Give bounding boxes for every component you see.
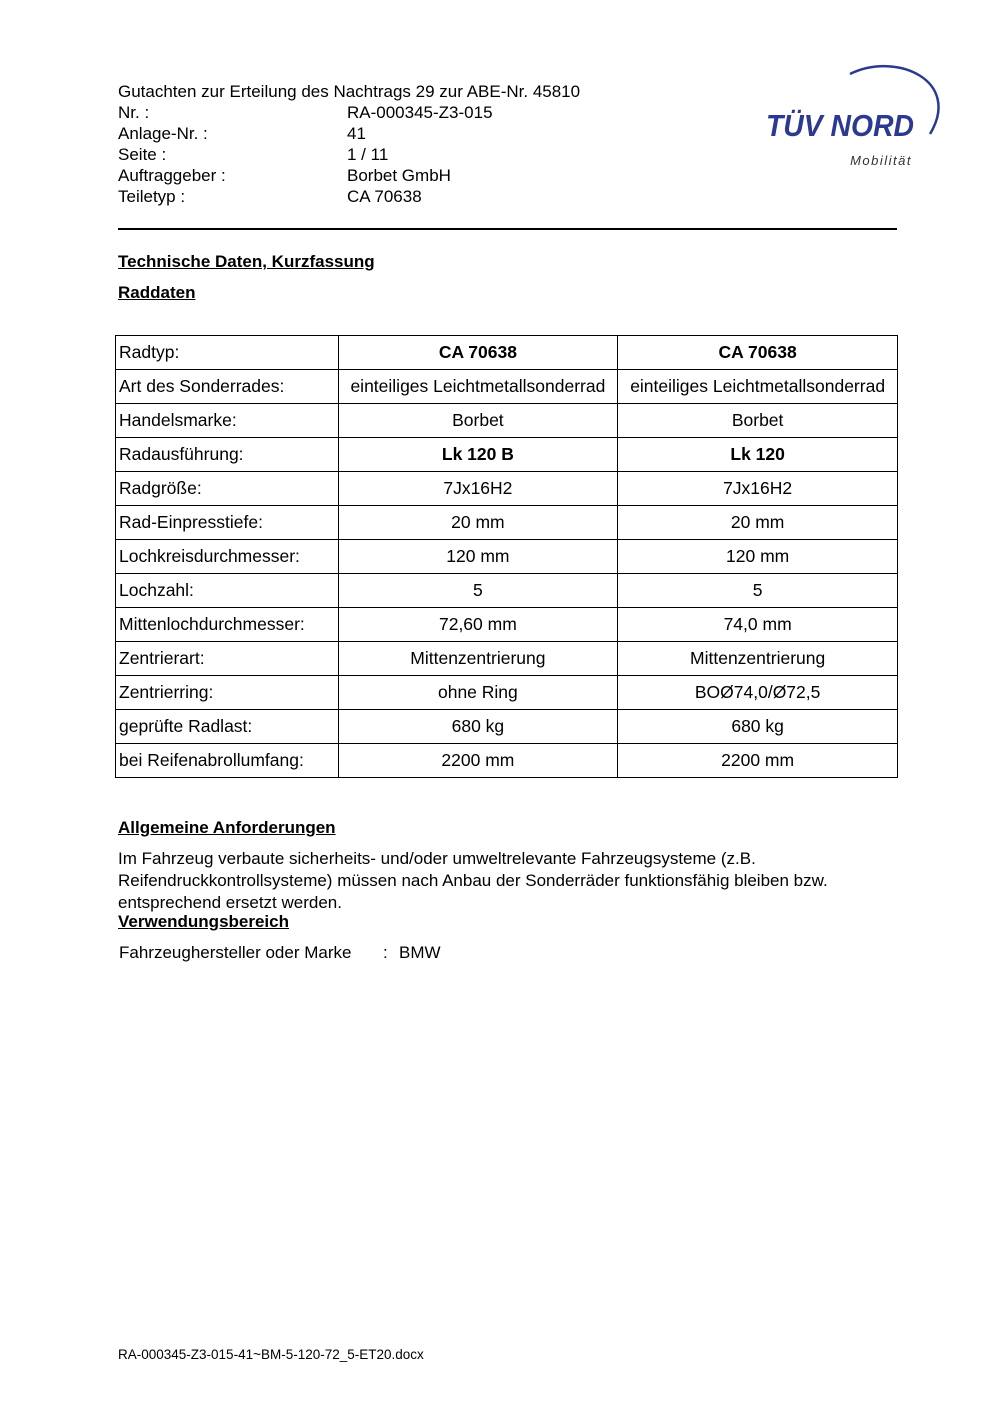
table-row [116, 370, 898, 404]
header-row [118, 144, 580, 165]
header-row-label: Seite : [118, 145, 167, 164]
document-header [118, 81, 580, 207]
header-divider [118, 228, 897, 230]
header-row-label: Teiletyp : [118, 187, 186, 206]
header-row-value: CA 70638 [347, 187, 422, 206]
table-cell-label: Radausführung: [116, 438, 339, 472]
table-row [116, 676, 898, 710]
logo-sub: Mobilität [850, 153, 912, 168]
table-row [116, 336, 898, 370]
table-row [116, 506, 898, 540]
table-cell-value-2: einteiliges Leichtmetallsonderrad [618, 370, 898, 404]
table-cell-label: Radgröße: [116, 472, 339, 506]
table-cell-value-1: CA 70638 [338, 336, 618, 370]
table-cell-value-1: einteiliges Leichtmetallsonderrad [338, 370, 618, 404]
table-row [116, 472, 898, 506]
table-cell-value-2: 7Jx16H2 [618, 472, 898, 506]
table-cell-label: Art des Sonderrades: [116, 370, 339, 404]
table-cell-label: geprüfte Radlast: [116, 710, 339, 744]
table-cell-value-1: 120 mm [338, 540, 618, 574]
table-cell-label: Lochkreisdurchmesser: [116, 540, 339, 574]
header-row-value: 1 / 11 [347, 145, 389, 164]
table-cell-value-2: 2200 mm [618, 744, 898, 778]
table-cell-value-1: 5 [338, 574, 618, 608]
section-heading-allgemeine-anforderungen: Allgemeine Anforderungen [118, 818, 336, 837]
vehicle-manufacturer-separator: : [383, 943, 388, 962]
table-cell-value-1: 680 kg [338, 710, 618, 744]
table-cell-value-2: CA 70638 [618, 336, 898, 370]
table-row [116, 404, 898, 438]
table-row [116, 710, 898, 744]
header-row [118, 123, 580, 144]
table-row [116, 608, 898, 642]
table-cell-value-2: Mittenzentrierung [618, 642, 898, 676]
section-heading-verwendungsbereich: Verwendungsbereich [118, 912, 289, 931]
table-cell-label: Mittenlochdurchmesser: [116, 608, 339, 642]
table-cell-value-2: 680 kg [618, 710, 898, 744]
header-row-label: Anlage-Nr. : [118, 124, 208, 143]
vehicle-manufacturer-row [119, 943, 441, 963]
section-heading-technische-daten: Technische Daten, Kurzfassung [118, 252, 375, 271]
table-cell-value-1: Lk 120 B [338, 438, 618, 472]
header-row [118, 102, 580, 123]
footer-filename: RA-000345-Z3-015-41~BM-5-120-72_5-ET20.docx [118, 1347, 424, 1362]
header-row-value: RA-000345-Z3-015 [347, 103, 493, 122]
header-row [118, 165, 580, 186]
table-cell-value-1: 7Jx16H2 [338, 472, 618, 506]
vehicle-manufacturer-value: BMW [399, 943, 441, 962]
table-cell-value-2: BOØ74,0/Ø72,5 [618, 676, 898, 710]
table-cell-value-2: Lk 120 [618, 438, 898, 472]
document-title: Gutachten zur Erteilung des Nachtrags 29 zur ABE-Nr. 45810 [118, 82, 581, 101]
table-cell-value-1: 2200 mm [338, 744, 618, 778]
table-row [116, 540, 898, 574]
table-row [116, 744, 898, 778]
header-row-value: Borbet GmbH [347, 166, 451, 185]
table-cell-value-2: 20 mm [618, 506, 898, 540]
table-cell-value-1: Borbet [338, 404, 618, 438]
table-cell-label: Zentrierart: [116, 642, 339, 676]
table-cell-label: Lochzahl: [116, 574, 339, 608]
table-cell-value-2: Borbet [618, 404, 898, 438]
table-cell-label: Handelsmarke: [116, 404, 339, 438]
table-cell-value-1: Mittenzentrierung [338, 642, 618, 676]
table-cell-value-1: ohne Ring [338, 676, 618, 710]
header-row [118, 186, 580, 207]
table-cell-label: Rad-Einpresstiefe: [116, 506, 339, 540]
allgemeine-anforderungen-text: Im Fahrzeug verbaute sicherheits- und/oder umweltrelevante Fahrzeugsysteme (z.B. Reifendruckkontrollsysteme) müssen nach Anbau der Sonderräder funktionsfähig bleiben bzw. entsprechend ersetzt werden. [118, 849, 828, 912]
tuv-nord-logo [762, 56, 942, 176]
table-cell-value-2: 5 [618, 574, 898, 608]
table-cell-label: Radtyp: [116, 336, 339, 370]
table-row [116, 642, 898, 676]
table-cell-value-2: 120 mm [618, 540, 898, 574]
logo-brand: TÜV NORD [766, 108, 914, 143]
table-cell-value-1: 20 mm [338, 506, 618, 540]
table-cell-value-2: 74,0 mm [618, 608, 898, 642]
header-row-label: Nr. : [118, 103, 150, 122]
table-cell-label: Zentrierring: [116, 676, 339, 710]
section-heading-raddaten: Raddaten [118, 283, 196, 302]
vehicle-manufacturer-label: Fahrzeughersteller oder Marke [119, 943, 352, 962]
raddaten-table [115, 335, 898, 778]
table-row [116, 438, 898, 472]
header-row-value: 41 [347, 124, 366, 143]
table-row [116, 574, 898, 608]
header-row-label: Auftraggeber : [118, 166, 226, 185]
table-cell-value-1: 72,60 mm [338, 608, 618, 642]
table-cell-label: bei Reifenabrollumfang: [116, 744, 339, 778]
